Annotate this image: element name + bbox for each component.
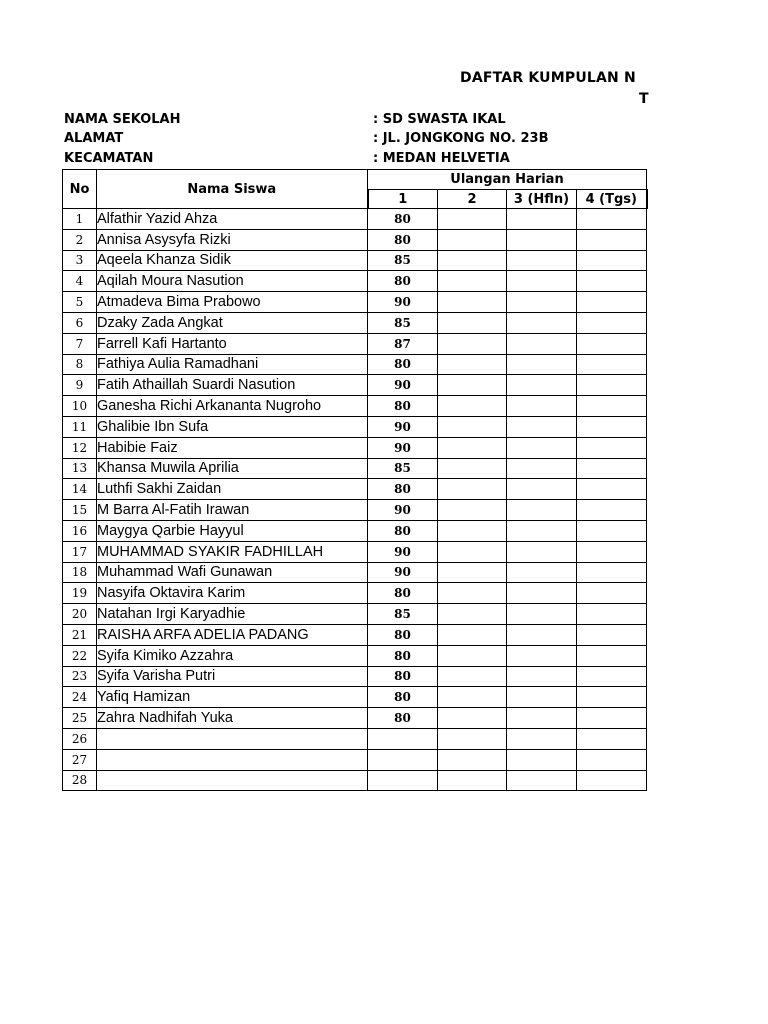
table-row — [63, 229, 647, 250]
cell-score-3 — [507, 209, 577, 230]
cell-score-1: 90 — [368, 541, 438, 562]
cell-score-1: 80 — [368, 229, 438, 250]
table-row — [63, 666, 647, 687]
table-row — [63, 271, 647, 292]
info-label: ALAMAT — [64, 131, 124, 146]
cell-score-4 — [577, 437, 647, 458]
cell-score-3 — [507, 749, 577, 770]
cell-score-1: 80 — [368, 271, 438, 292]
cell-score-2 — [438, 666, 507, 687]
grade-table — [62, 169, 648, 791]
cell-no: 19 — [63, 583, 97, 604]
cell-score-1: 80 — [368, 624, 438, 645]
cell-no: 20 — [63, 604, 97, 625]
cell-score-4 — [577, 708, 647, 729]
cell-no: 28 — [63, 770, 97, 791]
cell-name — [97, 728, 368, 749]
info-value: : MEDAN HELVETIA — [373, 151, 510, 166]
cell-score-2 — [438, 312, 507, 333]
table-row — [63, 604, 647, 625]
cell-score-2 — [438, 645, 507, 666]
cell-score-4 — [577, 479, 647, 500]
cell-score-1: 80 — [368, 520, 438, 541]
cell-score-2 — [438, 770, 507, 791]
cell-no: 11 — [63, 416, 97, 437]
cell-score-1: 85 — [368, 604, 438, 625]
cell-score-2 — [438, 271, 507, 292]
cell-no: 3 — [63, 250, 97, 271]
column-header-4: 4 (Tgs) — [577, 190, 647, 209]
cell-score-2 — [438, 479, 507, 500]
cell-score-2 — [438, 437, 507, 458]
cell-score-2 — [438, 416, 507, 437]
cell-score-3 — [507, 541, 577, 562]
cell-name: RAISHA ARFA ADELIA PADANG — [97, 624, 368, 645]
table-row — [63, 728, 647, 749]
cell-score-2 — [438, 541, 507, 562]
column-header-no: No — [63, 170, 97, 209]
cell-score-4 — [577, 604, 647, 625]
cell-name: Dzaky Zada Angkat — [97, 312, 368, 333]
cell-score-4 — [577, 645, 647, 666]
cell-score-3 — [507, 500, 577, 521]
cell-score-2 — [438, 687, 507, 708]
cell-no: 26 — [63, 728, 97, 749]
cell-score-4 — [577, 333, 647, 354]
cell-score-3 — [507, 583, 577, 604]
cell-no: 4 — [63, 271, 97, 292]
cell-score-2 — [438, 292, 507, 313]
cell-no: 13 — [63, 458, 97, 479]
cell-score-2 — [438, 728, 507, 749]
cell-score-4 — [577, 500, 647, 521]
cell-no: 12 — [63, 437, 97, 458]
cell-score-1 — [368, 770, 438, 791]
cell-score-2 — [438, 708, 507, 729]
cell-score-1: 90 — [368, 500, 438, 521]
cell-name: Khansa Muwila Aprilia — [97, 458, 368, 479]
cell-score-2 — [438, 562, 507, 583]
table-row — [63, 520, 647, 541]
cell-name: Syifa Kimiko Azzahra — [97, 645, 368, 666]
table-row — [63, 437, 647, 458]
cell-score-4 — [577, 312, 647, 333]
cell-score-4 — [577, 416, 647, 437]
cell-score-4 — [577, 250, 647, 271]
cell-score-3 — [507, 354, 577, 375]
cell-no: 17 — [63, 541, 97, 562]
cell-no: 1 — [63, 209, 97, 230]
cell-score-1: 80 — [368, 687, 438, 708]
cell-score-4 — [577, 375, 647, 396]
cell-no: 23 — [63, 666, 97, 687]
cell-score-3 — [507, 520, 577, 541]
cell-score-1 — [368, 728, 438, 749]
cell-name: MUHAMMAD SYAKIR FADHILLAH — [97, 541, 368, 562]
cell-no: 24 — [63, 687, 97, 708]
table-row — [63, 250, 647, 271]
cell-name: Fathiya Aulia Ramadhani — [97, 354, 368, 375]
cell-score-1: 90 — [368, 562, 438, 583]
cell-score-2 — [438, 229, 507, 250]
cell-score-1: 90 — [368, 416, 438, 437]
column-header-1: 1 — [368, 190, 438, 209]
cell-no: 5 — [63, 292, 97, 313]
cell-name: Ganesha Richi Arkananta Nugroho — [97, 396, 368, 417]
cell-score-2 — [438, 458, 507, 479]
cell-score-1: 80 — [368, 354, 438, 375]
cell-score-1: 85 — [368, 312, 438, 333]
cell-score-4 — [577, 292, 647, 313]
cell-score-2 — [438, 375, 507, 396]
table-row — [63, 645, 647, 666]
table-row — [63, 354, 647, 375]
cell-score-1: 80 — [368, 479, 438, 500]
cell-name: Syifa Varisha Putri — [97, 666, 368, 687]
cell-name: Ghalibie Ibn Sufa — [97, 416, 368, 437]
cell-score-4 — [577, 229, 647, 250]
cell-score-3 — [507, 250, 577, 271]
info-label: KECAMATAN — [64, 151, 154, 166]
cell-score-3 — [507, 604, 577, 625]
cell-score-4 — [577, 728, 647, 749]
cell-score-1 — [368, 749, 438, 770]
cell-score-2 — [438, 583, 507, 604]
cell-score-4 — [577, 687, 647, 708]
cell-name — [97, 770, 368, 791]
cell-name: Natahan Irgi Karyadhie — [97, 604, 368, 625]
cell-score-1: 90 — [368, 437, 438, 458]
cell-score-2 — [438, 333, 507, 354]
cell-score-3 — [507, 645, 577, 666]
table-row — [63, 479, 647, 500]
table-body — [63, 209, 647, 791]
cell-name: Zahra Nadhifah Yuka — [97, 708, 368, 729]
cell-no: 25 — [63, 708, 97, 729]
cell-score-1: 80 — [368, 645, 438, 666]
cell-score-4 — [577, 562, 647, 583]
cell-name: Habibie Faiz — [97, 437, 368, 458]
cell-score-1: 85 — [368, 458, 438, 479]
cell-score-2 — [438, 354, 507, 375]
table-row — [63, 541, 647, 562]
table-row — [63, 375, 647, 396]
cell-name: Nasyifa Oktavira Karim — [97, 583, 368, 604]
cell-no: 2 — [63, 229, 97, 250]
info-label: NAMA SEKOLAH — [64, 112, 181, 127]
table-row — [63, 562, 647, 583]
column-header-2: 2 — [438, 190, 507, 209]
cell-score-3 — [507, 229, 577, 250]
cell-score-2 — [438, 209, 507, 230]
cell-score-3 — [507, 687, 577, 708]
cell-score-3 — [507, 437, 577, 458]
table-row — [63, 500, 647, 521]
cell-score-3 — [507, 292, 577, 313]
cell-score-3 — [507, 416, 577, 437]
cell-no: 9 — [63, 375, 97, 396]
table-row — [63, 209, 647, 230]
cell-no: 10 — [63, 396, 97, 417]
column-group-ulangan-harian: Ulangan Harian — [368, 170, 647, 190]
cell-name: Muhammad Wafi Gunawan — [97, 562, 368, 583]
cell-score-1: 80 — [368, 708, 438, 729]
cell-name: Fatih Athaillah Suardi Nasution — [97, 375, 368, 396]
cell-no: 6 — [63, 312, 97, 333]
cell-no: 7 — [63, 333, 97, 354]
cell-name: Luthfi Sakhi Zaidan — [97, 479, 368, 500]
cell-name: Maygya Qarbie Hayyul — [97, 520, 368, 541]
document-title: DAFTAR KUMPULAN N — [460, 70, 636, 86]
cell-no: 21 — [63, 624, 97, 645]
cell-no: 22 — [63, 645, 97, 666]
cell-score-4 — [577, 583, 647, 604]
cell-score-3 — [507, 375, 577, 396]
cell-score-3 — [507, 562, 577, 583]
cell-score-1: 87 — [368, 333, 438, 354]
cell-score-2 — [438, 250, 507, 271]
cell-score-2 — [438, 749, 507, 770]
column-header-name: Nama Siswa — [97, 170, 368, 209]
cell-score-4 — [577, 666, 647, 687]
cell-no: 8 — [63, 354, 97, 375]
table-row — [63, 749, 647, 770]
cell-no: 14 — [63, 479, 97, 500]
cell-score-3 — [507, 333, 577, 354]
cell-score-1: 80 — [368, 583, 438, 604]
cell-score-4 — [577, 458, 647, 479]
cell-score-4 — [577, 749, 647, 770]
cell-name: Aqilah Moura Nasution — [97, 271, 368, 292]
cell-score-4 — [577, 624, 647, 645]
cell-score-3 — [507, 396, 577, 417]
cell-score-3 — [507, 271, 577, 292]
cell-name: Atmadeva Bima Prabowo — [97, 292, 368, 313]
cell-score-2 — [438, 624, 507, 645]
table-row — [63, 396, 647, 417]
table-row — [63, 312, 647, 333]
table-row — [63, 292, 647, 313]
cell-name: Annisa Asysyfa Rizki — [97, 229, 368, 250]
table-row — [63, 708, 647, 729]
column-header-3: 3 (Hfln) — [507, 190, 577, 209]
table-row — [63, 770, 647, 791]
cell-name: Farrell Kafi Hartanto — [97, 333, 368, 354]
cell-name: Alfathir Yazid Ahza — [97, 209, 368, 230]
cell-score-3 — [507, 312, 577, 333]
cell-score-2 — [438, 604, 507, 625]
cell-score-3 — [507, 770, 577, 791]
table-row — [63, 458, 647, 479]
cell-score-3 — [507, 624, 577, 645]
cell-name — [97, 749, 368, 770]
cell-score-3 — [507, 708, 577, 729]
info-value: : SD SWASTA IKAL — [373, 112, 506, 127]
cell-no: 15 — [63, 500, 97, 521]
cell-name: Yafiq Hamizan — [97, 687, 368, 708]
cell-name: Aqeela Khanza Sidik — [97, 250, 368, 271]
cell-score-4 — [577, 354, 647, 375]
cell-score-4 — [577, 396, 647, 417]
cell-score-4 — [577, 271, 647, 292]
cell-score-1: 80 — [368, 209, 438, 230]
document-title-line2: T — [639, 91, 649, 107]
cell-score-4 — [577, 209, 647, 230]
table-row — [63, 416, 647, 437]
cell-no: 16 — [63, 520, 97, 541]
table-row — [63, 583, 647, 604]
cell-score-1: 80 — [368, 396, 438, 417]
cell-score-4 — [577, 520, 647, 541]
cell-score-1: 90 — [368, 292, 438, 313]
table-row — [63, 687, 647, 708]
cell-no: 18 — [63, 562, 97, 583]
cell-score-3 — [507, 479, 577, 500]
cell-score-2 — [438, 396, 507, 417]
cell-score-1: 80 — [368, 666, 438, 687]
cell-score-1: 90 — [368, 375, 438, 396]
cell-score-3 — [507, 728, 577, 749]
cell-score-3 — [507, 666, 577, 687]
table-row — [63, 624, 647, 645]
cell-score-3 — [507, 458, 577, 479]
cell-score-4 — [577, 770, 647, 791]
info-value: : JL. JONGKONG NO. 23B — [373, 131, 549, 146]
cell-score-1: 85 — [368, 250, 438, 271]
cell-score-4 — [577, 541, 647, 562]
cell-name: M Barra Al-Fatih Irawan — [97, 500, 368, 521]
cell-no: 27 — [63, 749, 97, 770]
cell-score-2 — [438, 500, 507, 521]
cell-score-2 — [438, 520, 507, 541]
table-row — [63, 333, 647, 354]
